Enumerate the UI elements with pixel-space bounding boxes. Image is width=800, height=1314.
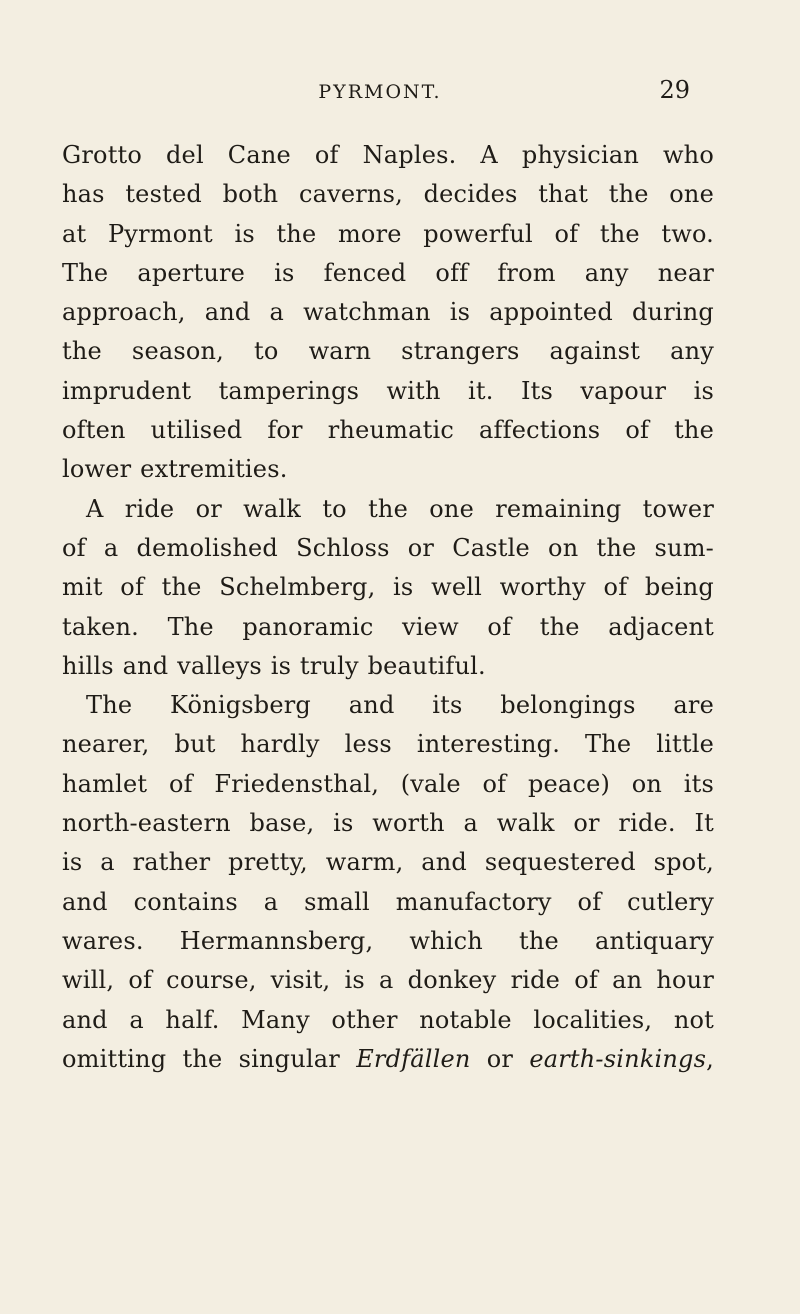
- text-line: lower extremities.: [62, 455, 288, 484]
- text-line: Grotto del Cane of Naples. A physician who: [62, 141, 714, 169]
- paragraph-first-line: The Königsberg and its belongings are: [86, 691, 714, 720]
- text-line: imprudent tamperings with it. Its vapour is: [62, 376, 714, 405]
- body-text: [62, 136, 714, 1079]
- italic-term-earth-sinkings: earth-sinkings: [529, 1044, 707, 1073]
- paragraph-first-line: A ride or walk to the one remaining tower: [86, 494, 714, 523]
- text-line: nearer, but hardly less interesting. The little: [62, 730, 714, 759]
- text-line: north-eastern base, is worth a walk or ride. It: [62, 809, 714, 838]
- text-line: often utilised for rheumatic affections of the: [62, 416, 714, 445]
- text-line: at Pyrmont is the more powerful of the two.: [62, 219, 714, 248]
- final-line-middle: or: [470, 1044, 530, 1073]
- text-line: wares. Hermannsberg, which the antiquary: [62, 926, 714, 955]
- text-line-final: [62, 1040, 714, 1079]
- italic-term-erdfallen: Erdfällen: [356, 1044, 471, 1073]
- running-head: PYRMONT.: [318, 81, 442, 103]
- text-line: The aperture is fenced off from any near: [62, 258, 714, 287]
- text-line: the season, to warn strangers against any: [62, 337, 714, 366]
- final-line-prefix: omitting the singular: [62, 1044, 357, 1073]
- text-line: taken. The panoramic view of the adjacent: [62, 612, 714, 641]
- text-line: of a demolished Schloss or Castle on the sum-: [62, 533, 714, 562]
- page-number: 29: [659, 76, 690, 104]
- text-line: and a half. Many other notable localities, not: [62, 1005, 714, 1034]
- text-line: mit of the Schelmberg, is well worthy of being: [62, 573, 714, 602]
- final-line-suffix: ,: [706, 1044, 714, 1073]
- text-line: is a rather pretty, warm, and sequestered spot,: [62, 848, 714, 877]
- text-line: approach, and a watchman is appointed during: [62, 298, 714, 327]
- text-line: will, of course, visit, is a donkey ride of an hour: [62, 966, 714, 995]
- text-line: hamlet of Friedensthal, (vale of peace) on its: [62, 769, 714, 798]
- text-line: hills and valleys is truly beautiful.: [62, 651, 486, 680]
- text-line: and contains a small manufactory of cutlery: [62, 887, 714, 916]
- text-line: has tested both caverns, decides that the one: [62, 180, 714, 209]
